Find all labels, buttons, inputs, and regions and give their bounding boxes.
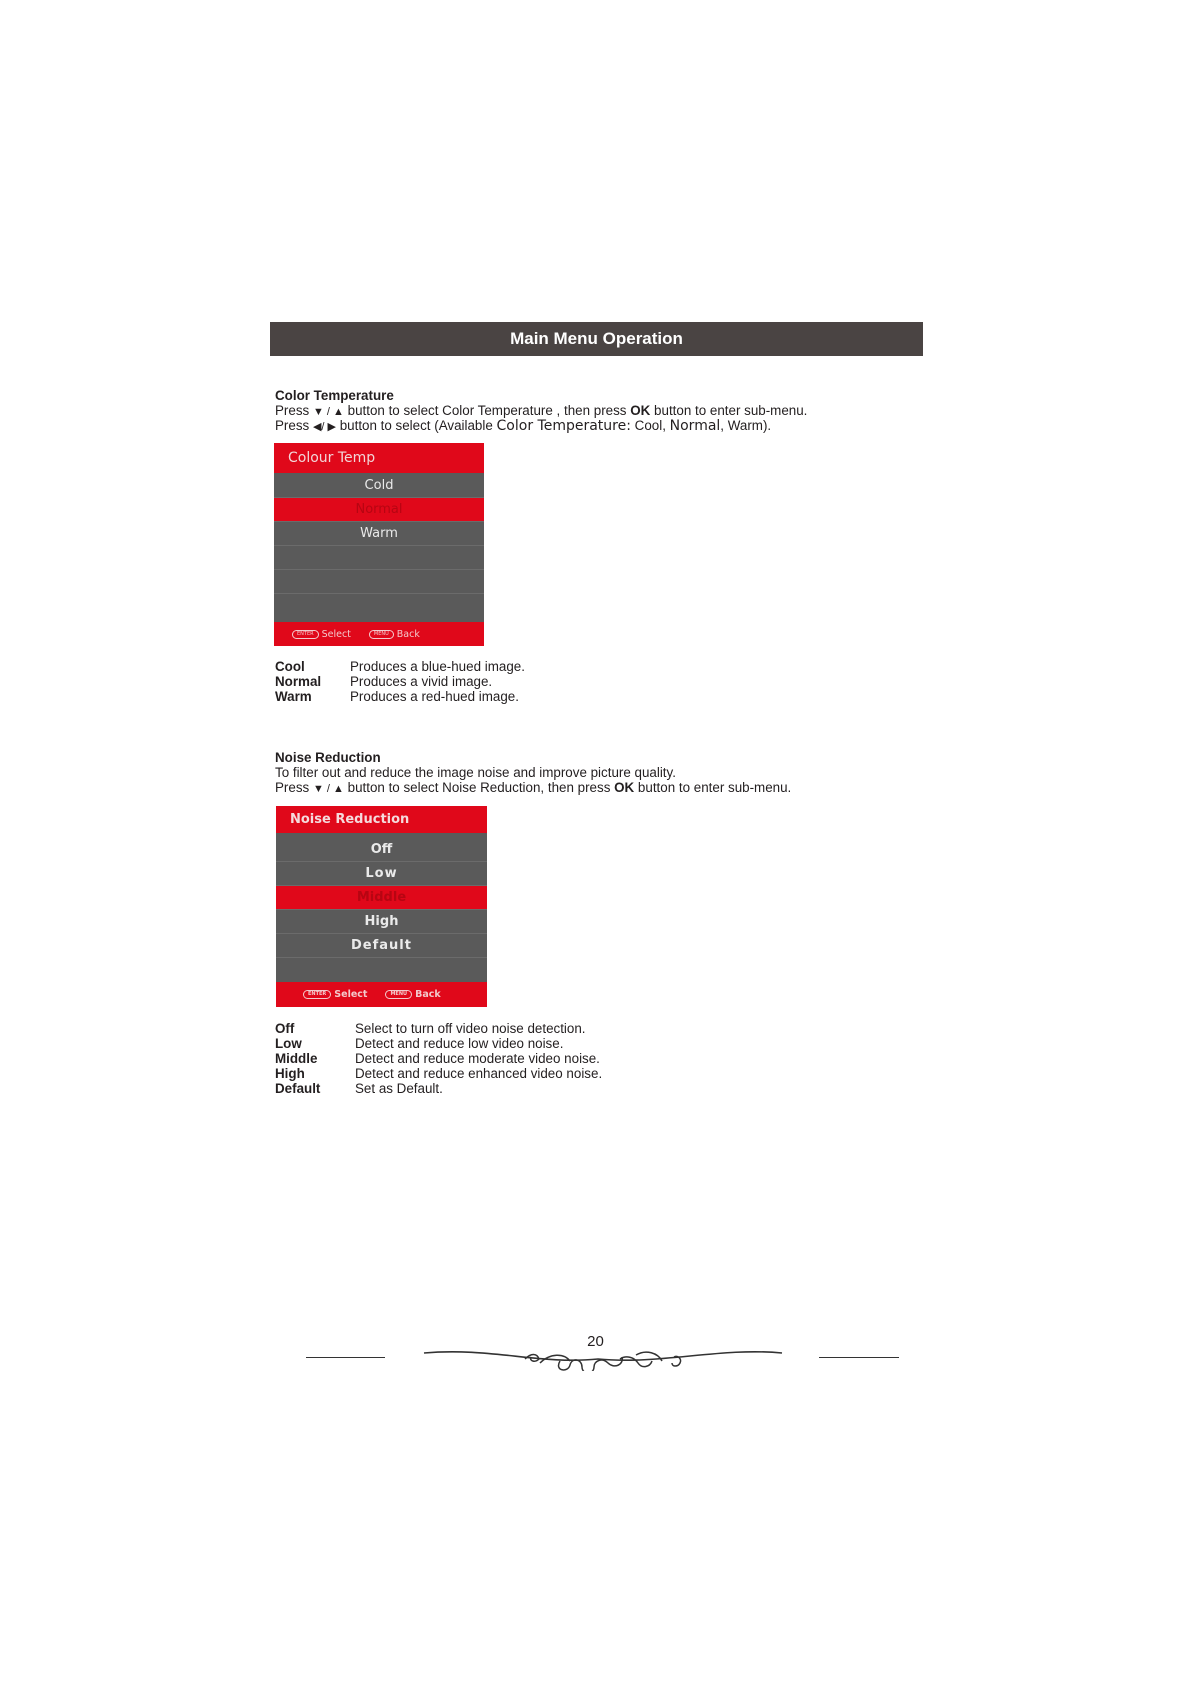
enter-key-icon: ENTER	[292, 630, 319, 639]
footer-select-label: Select	[321, 628, 351, 640]
term-description: Set as Default.	[355, 1081, 443, 1096]
footer-back-label: Back	[415, 989, 441, 1000]
noise-reduction-instruction	[275, 780, 791, 797]
footer-back-label: Back	[396, 628, 420, 640]
osd-item-off[interactable]: Off	[276, 838, 487, 862]
text: button to enter sub-menu.	[634, 780, 792, 795]
osd-title: Colour Temp	[274, 443, 484, 473]
menu-key-icon: MENU	[369, 630, 394, 639]
term-description: Detect and reduce moderate video noise.	[355, 1051, 600, 1066]
osd-footer	[276, 982, 487, 1007]
noise-reduction-description: To filter out and reduce the image noise and improve picture quality.	[275, 765, 676, 780]
term: Normal	[275, 674, 322, 689]
text: Press	[275, 403, 313, 418]
osd-item-default[interactable]: Default	[276, 934, 487, 958]
footer-select-label: Select	[334, 989, 368, 1000]
text: , Warm).	[720, 418, 772, 433]
ok-key-label: OK	[630, 403, 651, 418]
flourish-ornament-icon	[420, 1345, 785, 1371]
term-description: Select to turn off video noise detection.	[355, 1021, 586, 1036]
noise-reduction-osd-menu	[276, 806, 487, 1007]
text: button to select Color Temperature , then press	[343, 403, 631, 418]
osd-item-high[interactable]: High	[276, 910, 487, 934]
osd-item-normal[interactable]: Normal	[274, 498, 484, 522]
term: Off	[275, 1021, 295, 1036]
term: Warm	[275, 689, 312, 704]
osd-item-low[interactable]: Low	[276, 862, 487, 886]
left-right-arrows-icon: ◀/ ▶	[312, 421, 336, 433]
ok-key-label: OK	[614, 780, 635, 795]
colour-temp-osd-menu	[274, 443, 484, 646]
text: button to select (Available	[335, 418, 497, 433]
term-description: Detect and reduce enhanced video noise.	[355, 1066, 603, 1081]
page-number: 20	[587, 1333, 604, 1350]
footer-rule-left	[306, 1357, 385, 1358]
osd-item-cold[interactable]: Cold	[274, 474, 484, 498]
section-banner: Main Menu Operation	[270, 322, 923, 356]
color-temp-instruction-2	[275, 418, 771, 435]
text: button to enter sub-menu.	[650, 403, 808, 418]
color-temp-heading: Color Temperature	[275, 388, 394, 403]
text: Cool,	[630, 418, 670, 433]
enter-key-icon: ENTER	[303, 990, 331, 999]
osd-item-middle[interactable]: Middle	[276, 886, 487, 910]
osd-empty-row	[274, 570, 484, 594]
noise-reduction-heading: Noise Reduction	[275, 750, 381, 765]
down-up-arrows-icon: ▼ / ▲	[312, 783, 344, 795]
text: button to select Noise Reduction, then press	[343, 780, 615, 795]
text: Normal	[669, 418, 721, 434]
menu-key-icon: MENU	[385, 990, 412, 999]
text: Press	[275, 418, 313, 433]
osd-title: Noise Reduction	[276, 806, 487, 833]
term: Low	[275, 1036, 302, 1051]
term-description: Detect and reduce low video noise.	[355, 1036, 564, 1051]
text: Press	[275, 780, 313, 795]
term: High	[275, 1066, 305, 1081]
term-description: Produces a blue-hued image.	[350, 659, 525, 674]
term: Cool	[275, 659, 305, 674]
term: Middle	[275, 1051, 318, 1066]
term-description: Produces a vivid image.	[350, 674, 493, 689]
term-description: Produces a red-hued image.	[350, 689, 519, 704]
osd-item-warm[interactable]: Warm	[274, 522, 484, 546]
down-up-arrows-icon: ▼ / ▲	[312, 406, 344, 418]
term: Default	[275, 1081, 321, 1096]
osd-footer	[274, 622, 484, 646]
text: Color Temperature:	[496, 418, 631, 434]
osd-empty-row	[274, 546, 484, 570]
footer-rule-right	[819, 1357, 899, 1358]
